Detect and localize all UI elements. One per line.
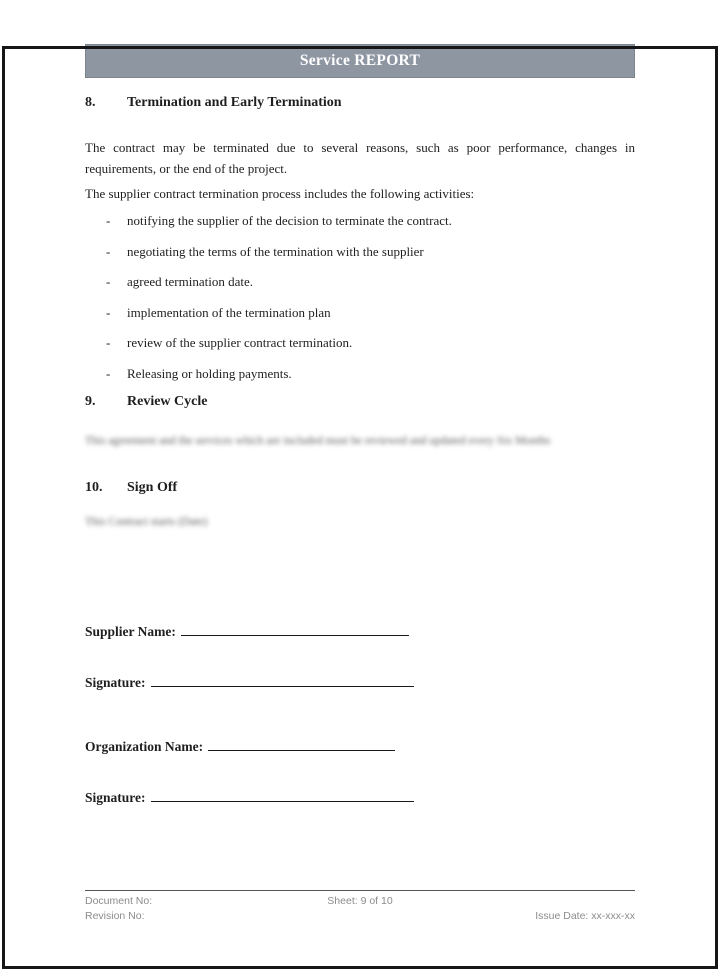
document-title-bar — [85, 44, 635, 78]
list-item — [85, 271, 635, 292]
termination-intro-paragraph: The contract may be terminated due to several reasons, such as poor performance, changes in requirements, or the end of the project. — [85, 140, 635, 176]
section-title: Sign Off — [127, 480, 178, 495]
supplier-signature-row — [85, 673, 635, 693]
section-number: 9. — [85, 394, 96, 409]
organization-signature-label: Signature: — [85, 790, 146, 805]
section-title: Termination and Early Termination — [127, 95, 342, 110]
list-item — [85, 332, 635, 353]
revision-no-label: Revision No: — [85, 910, 145, 922]
section-number: 10. — [85, 480, 103, 495]
bullet-dash: - — [106, 365, 111, 381]
organization-name-row — [85, 737, 635, 757]
list-item — [85, 302, 635, 323]
list-item-text: implementation of the termination plan — [127, 304, 331, 320]
sheet-number: Sheet: 9 of 10 — [327, 895, 393, 907]
list-item — [85, 241, 635, 262]
section-heading-review-cycle — [85, 393, 635, 410]
section-number: 8. — [85, 95, 96, 110]
bullet-dash: - — [106, 274, 111, 289]
supplier-signature-fill-line — [151, 674, 414, 687]
list-item-text: review of the supplier contract termination. — [127, 335, 353, 350]
bullet-dash: - — [106, 335, 111, 350]
document-no-label: Document No: — [85, 895, 153, 907]
organization-name-label: Organization Name: — [85, 739, 204, 754]
organization-name-fill-line — [208, 738, 395, 751]
bullet-dash: - — [106, 213, 111, 228]
organization-signature-fill-line — [151, 789, 414, 802]
issue-date: Issue Date: xx-xxx-xx — [535, 910, 635, 922]
list-item-text: negotiating the terms of the termination with the supplier — [127, 243, 424, 259]
blurred-paragraph-sign-off: This Contract starts (Date) — [85, 516, 208, 528]
supplier-name-label: Supplier Name: — [85, 624, 176, 639]
termination-activities-list — [85, 210, 635, 384]
bullet-dash: - — [106, 243, 111, 259]
section-title: Review Cycle — [127, 394, 208, 409]
bullet-dash: - — [106, 304, 111, 320]
supplier-name-row — [85, 622, 635, 642]
section-heading-termination — [85, 94, 635, 111]
supplier-name-fill-line — [181, 623, 409, 636]
list-item — [85, 363, 635, 384]
section-heading-sign-off — [85, 479, 635, 496]
document-page — [0, 44, 720, 808]
organization-signature-row — [85, 788, 635, 808]
list-item-text: agreed termination date. — [127, 274, 253, 289]
list-item — [85, 210, 635, 231]
document-title: Service REPORT — [299, 52, 421, 69]
termination-process-lead: The supplier contract termination process includes the following activities: — [85, 186, 475, 201]
footer-row-1 — [85, 894, 635, 909]
list-item-text: Releasing or holding payments. — [127, 365, 292, 381]
page-footer — [85, 890, 635, 924]
supplier-signature-label: Signature: — [85, 675, 146, 690]
blurred-paragraph-review-cycle: This agreement and the services which are included must be reviewed and updated every Six Months — [85, 435, 551, 447]
list-item-text: notifying the supplier of the decision to terminate the contract. — [127, 213, 452, 228]
footer-row-2 — [85, 909, 635, 924]
